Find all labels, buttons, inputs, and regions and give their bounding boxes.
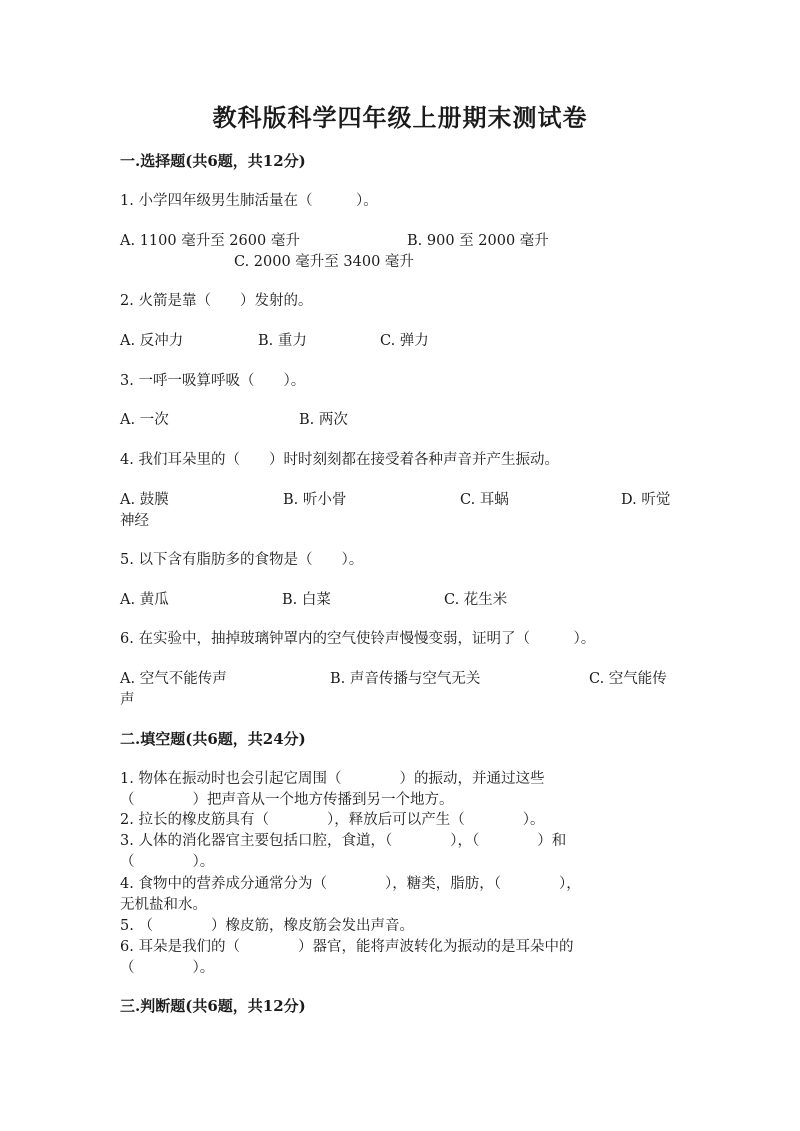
section-heading-choice: 一.选择题(共6题，共12分) <box>120 152 306 170</box>
fill-line: 5. （ ）橡皮筋，橡皮筋会发出声音。 <box>120 918 414 934</box>
fill-line: （ ）把声音从一个地方传播到另一个地方。 <box>120 792 454 808</box>
option-c: C. 2000 毫升至 3400 毫升 <box>234 254 414 270</box>
option-c: C. 空气能传 <box>589 671 667 687</box>
option-d-continued: 神经 <box>120 513 149 529</box>
option-b: B. 白菜 <box>282 592 331 608</box>
option-b: B. 900 至 2000 毫升 <box>407 233 549 249</box>
option-c: C. 耳蜗 <box>460 492 509 508</box>
question-stem: 2. 火箭是靠（ ）发射的。 <box>120 293 313 309</box>
option-b: B. 声音传播与空气无关 <box>330 671 481 687</box>
option-b: B. 两次 <box>299 412 348 428</box>
option-c: C. 弹力 <box>380 333 429 349</box>
fill-line: 6. 耳朵是我们的（ ）器官，能将声波转化为振动的是耳朵中的 <box>120 939 574 955</box>
question-stem: 1. 小学四年级男生肺活量在（ ）。 <box>120 193 378 209</box>
option-a: A. 1100 毫升至 2600 毫升 <box>120 233 300 249</box>
question-stem: 5. 以下含有脂肪多的食物是（ ）。 <box>120 552 364 568</box>
option-a: A. 反冲力 <box>120 333 184 349</box>
section-heading-fill: 二.填空题(共6题，共24分) <box>120 730 306 748</box>
fill-line: 4. 食物中的营养成分通常分为（ ），糖类，脂肪，（ ）， <box>120 876 581 892</box>
question-stem: 4. 我们耳朵里的（ ）时时刻刻都在接受着各种声音并产生振动。 <box>120 452 559 468</box>
fill-line: 无机盐和水。 <box>120 897 207 913</box>
section-heading-judge: 三.判断题(共6题，共12分) <box>120 997 306 1015</box>
option-a: A. 鼓膜 <box>120 492 169 508</box>
fill-line: 3. 人体的消化器官主要包括口腔，食道，（ ），（ ）和 <box>120 833 567 849</box>
option-a: A. 一次 <box>120 412 169 428</box>
option-d: D. 听觉 <box>621 492 671 508</box>
fill-line: （ ）。 <box>120 854 215 870</box>
option-a: A. 黄瓜 <box>120 592 169 608</box>
option-c: C. 花生米 <box>444 592 508 608</box>
option-b: B. 听小骨 <box>283 492 347 508</box>
question-stem: 6. 在实验中，抽掉玻璃钟罩内的空气使铃声慢慢变弱，证明了（ ）。 <box>120 631 596 647</box>
option-c-continued: 声 <box>120 692 135 708</box>
fill-line: 1. 物体在振动时也会引起它周围（ ）的振动，并通过这些 <box>120 771 545 787</box>
option-b: B. 重力 <box>258 333 307 349</box>
option-a: A. 空气不能传声 <box>120 671 227 687</box>
fill-line: 2. 拉长的橡皮筋具有（ ），释放后可以产生（ ）。 <box>120 812 545 828</box>
page-title: 教科版科学四年级上册期末测试卷 <box>212 103 588 132</box>
question-stem: 3. 一呼一吸算呼吸（ ）。 <box>120 373 306 389</box>
fill-line: （ ）。 <box>120 960 215 976</box>
